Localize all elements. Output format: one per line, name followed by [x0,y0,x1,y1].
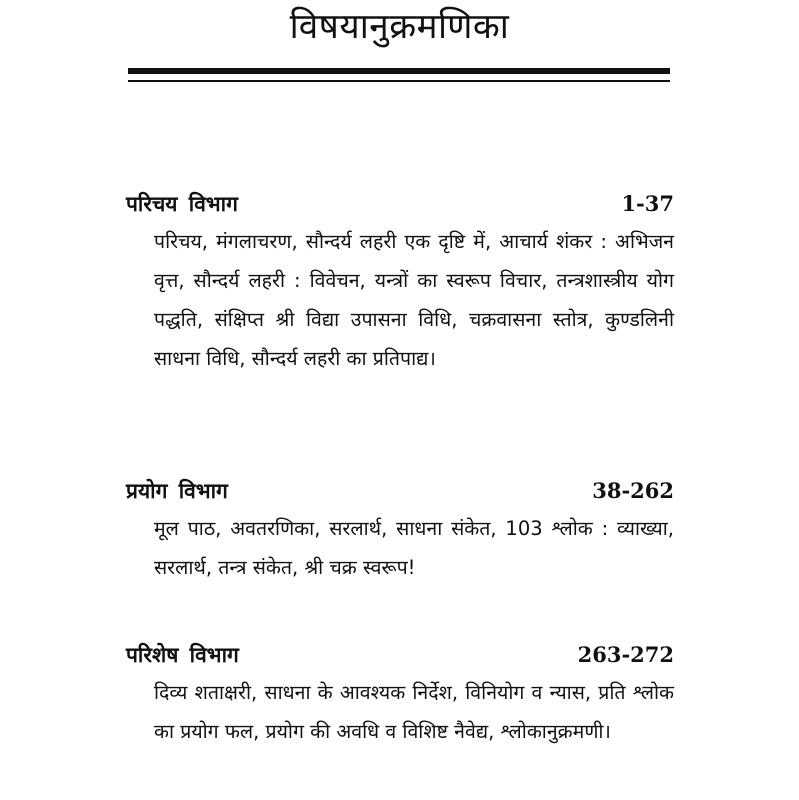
toc-section-parichay [126,188,674,378]
page-range: 263-272 [577,642,674,667]
page-range: 38-262 [592,478,674,503]
section-description: परिचय, मंगलाचरण, सौन्दर्य लहरी एक दृष्टि में, आचार्य शंकर : अभिजन वृत्त, सौन्दर्य लहरी : विवेचन, यन्त्रों का स्वरूप विचार, तन्त्रशास्त्रीय योग पद्धति, संक्षिप्त श्री विद्या उपासना विधि, चक्रवासना स्तोत्र, कुण्डलिनी साधना विधि, सौन्दर्य लहरी का प्रतिपाद्य। [154,230,674,370]
section-header [126,639,674,673]
section-description: दिव्य शताक्षरी, साधना के आवश्यक निर्देश, विनियोग व न्यास, प्रति श्लोक का प्रयोग फल, प्रयोग की अवधि व विशिष्ट नैवेद्य, श्लोकानुक्रमणी। [154,681,674,743]
section-header [126,188,674,222]
section-name: परिशेष विभाग [126,643,239,667]
title-rule-thick [128,68,670,74]
page-range: 1-37 [621,191,674,216]
toc-section-prayog [126,475,674,587]
section-header [126,475,674,509]
toc-section-parishesh [126,639,674,751]
section-description: मूल पाठ, अवतरणिका, सरलार्थ, साधना संकेत, 103 श्लोक : व्याख्या, सरलार्थ, तन्त्र संकेत, श्री चक्र स्वरूप! [154,517,674,579]
section-name: परिचय विभाग [126,192,238,216]
title-rule-thin [128,80,670,82]
page-title: विषयानुक्रमणिका [289,7,510,47]
section-name: प्रयोग विभाग [126,479,228,503]
